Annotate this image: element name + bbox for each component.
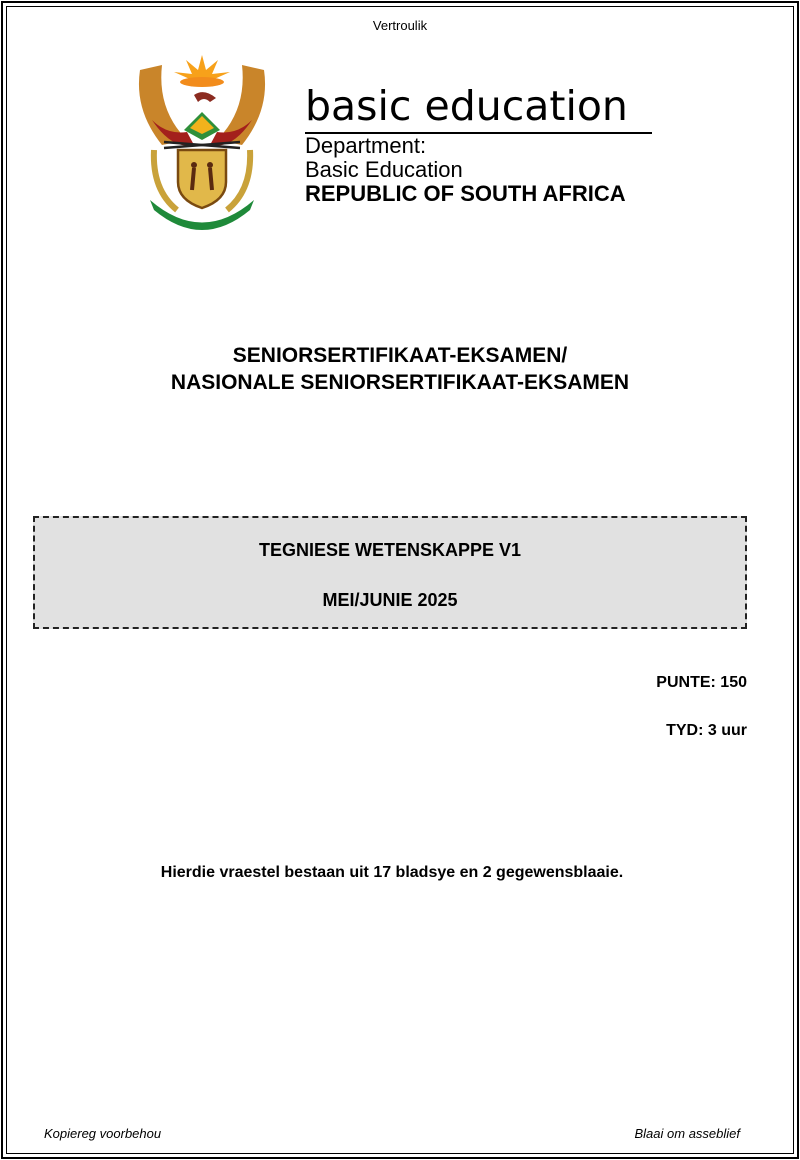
coat-of-arms-icon [132, 50, 272, 230]
country-name: REPUBLIC OF SOUTH AFRICA [305, 181, 626, 206]
page-count-note: Hierdie vraestel bestaan uit 17 bladsye en 2 gegewensblaaie. [160, 864, 624, 881]
exam-title-line-2: NASIONALE SENIORSERTIFIKAAT-EKSAMEN [170, 371, 630, 394]
subject-name: TEGNIESE WETENSKAPPE V1 [258, 540, 522, 560]
turn-over-notice: Blaai om asseblief [634, 1126, 740, 1141]
exam-session: MEI/JUNIE 2025 [322, 590, 458, 610]
confidentiality-label: Vertroulik [372, 18, 428, 33]
department-line-2: Basic Education [305, 157, 463, 182]
copyright-notice: Kopiereg voorbehou [44, 1126, 162, 1141]
brand-title: basic education [305, 82, 628, 130]
department-line-1: Department: [305, 133, 427, 158]
exam-title [0, 342, 800, 396]
total-marks: PUNTE: 150 [656, 674, 747, 691]
subject-box [33, 516, 747, 629]
department-branding [305, 82, 655, 206]
exam-duration: TYD: 3 uur [666, 722, 747, 739]
exam-title-line-1: SENIORSERTIFIKAAT-EKSAMEN/ [232, 344, 568, 367]
